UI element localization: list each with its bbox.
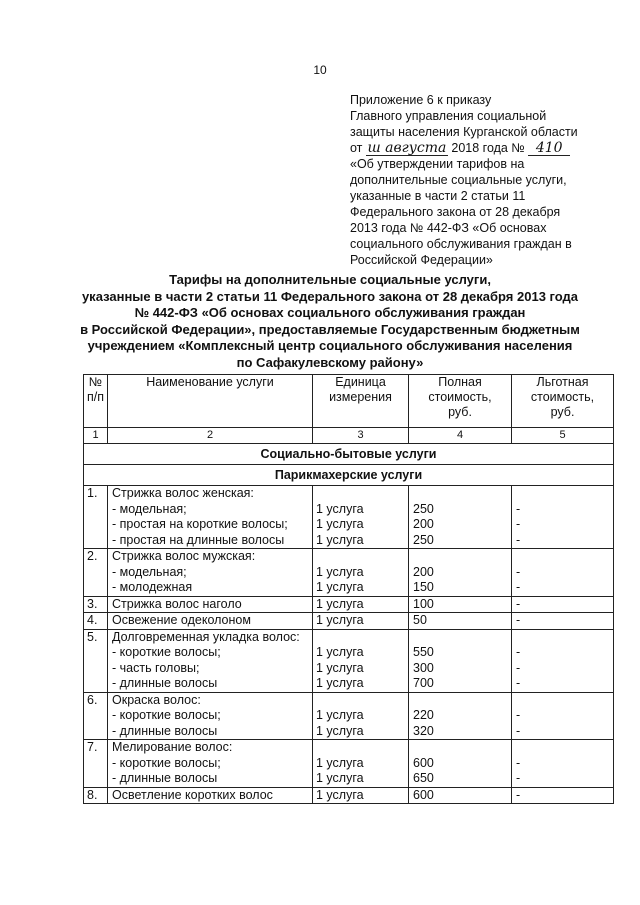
section-row	[84, 444, 614, 465]
discount-price-cell-line: -	[516, 723, 521, 738]
appendix-block	[350, 92, 615, 268]
unit-cell-line: 1 услуга	[316, 787, 364, 802]
full-price-cell	[409, 549, 512, 597]
service-name-line: - короткие волосы;	[112, 708, 221, 722]
subsection-row	[84, 465, 614, 486]
appendix-date-line	[350, 140, 615, 156]
service-name-line: - модельная;	[112, 501, 187, 516]
discount-price-cell-line: -	[516, 596, 521, 611]
service-name	[108, 692, 313, 740]
full-price-cell-line: 220	[413, 708, 434, 722]
unit-cell	[313, 596, 409, 613]
full-price-cell-line: 150	[413, 580, 434, 594]
service-name-line: Мелирование волос:	[112, 740, 233, 754]
unit-cell	[313, 613, 409, 630]
handwritten-date: ш августа	[367, 140, 447, 156]
full-price-cell	[409, 486, 512, 549]
title-line: по Сафакулевскому району»	[236, 354, 424, 370]
page-number: 10	[313, 63, 327, 77]
full-price-cell	[409, 740, 512, 788]
year-label: 2018 года №	[451, 141, 525, 155]
service-name-line: Осветление коротких волос	[112, 787, 273, 802]
table-row	[84, 629, 614, 692]
row-number: 3.	[84, 596, 108, 613]
full-price-cell-line	[413, 740, 511, 756]
full-price-cell	[409, 596, 512, 613]
unit-cell-line: 1 услуга	[316, 708, 364, 722]
unit-cell	[313, 787, 409, 804]
row-number: 6.	[84, 692, 108, 740]
full-price-cell-line: 600	[413, 755, 434, 770]
full-price-cell-line	[413, 693, 511, 709]
unit-cell-line: 1 услуга	[316, 501, 364, 516]
discount-price-cell-line: -	[516, 708, 521, 722]
discount-price-cell	[512, 549, 614, 597]
row-number: 2.	[84, 549, 108, 597]
col-number: 1	[84, 428, 108, 444]
discount-price-cell-line: -	[516, 676, 521, 690]
section-title: Социально-бытовые услуги	[84, 444, 614, 465]
unit-cell-line: 1 услуга	[316, 660, 364, 675]
unit-cell-line	[316, 486, 408, 502]
row-number: 7.	[84, 740, 108, 788]
full-price-cell-line: 700	[413, 676, 434, 690]
appendix-line: Главного управления социальной	[350, 109, 547, 123]
appendix-line: Федерального закона от 28 декабря	[350, 205, 561, 219]
discount-price-cell	[512, 613, 614, 630]
header-no: № п/п	[84, 375, 108, 428]
unit-cell-line: 1 услуга	[316, 676, 364, 690]
full-price-cell-line: 100	[413, 596, 434, 611]
title-line: учреждением «Комплексный центр социального обслуживания населения	[87, 338, 573, 354]
unit-cell-line: 1 услуга	[316, 771, 364, 785]
service-name-line: Стрижка волос мужская:	[112, 549, 256, 563]
discount-price-cell-line	[516, 630, 613, 646]
table-row	[84, 787, 614, 804]
appendix-line: дополнительные социальные услуги,	[350, 173, 567, 187]
row-number: 4.	[84, 613, 108, 630]
service-name-line: - простая на короткие волосы;	[112, 517, 288, 531]
discount-price-cell	[512, 740, 614, 788]
column-number-row	[84, 428, 614, 444]
full-price-cell-line: 550	[413, 645, 434, 659]
service-name-line: - простая на длинные волосы	[112, 532, 285, 547]
appendix-line: Российской Федерации»	[350, 253, 493, 267]
unit-cell	[313, 629, 409, 692]
discount-price-cell-line: -	[516, 501, 521, 516]
col-number: 2	[108, 428, 313, 444]
discount-price-cell	[512, 692, 614, 740]
discount-price-cell-line: -	[516, 532, 521, 547]
service-name	[108, 629, 313, 692]
full-price-cell-line: 50	[413, 613, 427, 627]
appendix-line: 2013 года № 442-ФЗ «Об основах	[350, 221, 547, 235]
discount-price-cell-line: -	[516, 613, 521, 627]
table-row	[84, 692, 614, 740]
full-price-cell	[409, 692, 512, 740]
discount-price-cell-line: -	[516, 645, 521, 659]
unit-cell-line: 1 услуга	[316, 564, 364, 579]
appendix-line: «Об утверждении тарифов на	[350, 157, 525, 171]
unit-cell	[313, 692, 409, 740]
full-price-cell	[409, 787, 512, 804]
unit-cell-line: 1 услуга	[316, 755, 364, 770]
unit-cell	[313, 549, 409, 597]
discount-price-cell-line: -	[516, 660, 521, 675]
unit-cell-line: 1 услуга	[316, 723, 364, 738]
row-number: 5.	[84, 629, 108, 692]
unit-cell-line: 1 услуга	[316, 596, 364, 611]
title-line: № 442-ФЗ «Об основах социального обслуживания граждан	[134, 305, 526, 321]
header-name: Наименование услуги	[108, 375, 313, 428]
appendix-line: социального обслуживания граждан в	[350, 237, 572, 251]
full-price-cell-line: 600	[413, 787, 434, 802]
service-name-line: - молодежная	[112, 580, 193, 594]
document-title	[60, 272, 600, 372]
service-name-line: Окраска волос:	[112, 692, 201, 707]
table-row	[84, 613, 614, 630]
unit-cell-line: 1 услуга	[316, 517, 364, 531]
header-row	[84, 375, 614, 428]
unit-cell-line: 1 услуга	[316, 580, 364, 594]
unit-cell	[313, 486, 409, 549]
service-name-line: Освежение одеколоном	[112, 613, 251, 627]
full-price-cell-line: 200	[413, 564, 434, 579]
full-price-cell-line: 250	[413, 501, 434, 516]
service-name-line: - длинные волосы	[112, 676, 218, 690]
discount-price-cell-line: -	[516, 755, 521, 770]
discount-price-cell	[512, 787, 614, 804]
service-name-line: - короткие волосы;	[112, 755, 221, 770]
discount-price-cell-line: -	[516, 517, 521, 531]
service-name-line: Стрижка волос наголо	[112, 596, 242, 611]
col-number: 3	[313, 428, 409, 444]
full-price-cell-line: 200	[413, 517, 434, 531]
appendix-line: защиты населения Курганской области	[350, 125, 578, 139]
full-price-cell	[409, 613, 512, 630]
from-label: от	[350, 141, 363, 155]
service-name	[108, 549, 313, 597]
table-row	[84, 740, 614, 788]
full-price-cell-line: 320	[413, 723, 434, 738]
discount-price-cell-line	[516, 740, 613, 756]
service-name	[108, 486, 313, 549]
unit-cell-line: 1 услуга	[316, 613, 364, 627]
appendix-line: указанные в части 2 статьи 11	[350, 189, 526, 203]
table-row	[84, 596, 614, 613]
unit-cell-line	[316, 630, 408, 646]
appendix-line: Приложение 6 к приказу	[350, 93, 492, 107]
title-line: указанные в части 2 статьи 11 Федерального закона от 28 декабря 2013 года	[81, 288, 579, 304]
discount-price-cell-line	[516, 486, 613, 502]
discount-price-cell-line	[516, 693, 613, 709]
full-price-cell-line	[413, 630, 511, 646]
discount-price-cell-line: -	[516, 771, 521, 785]
service-name-line: - модельная;	[112, 564, 187, 579]
table-row	[84, 486, 614, 549]
unit-cell-line: 1 услуга	[316, 645, 364, 659]
full-price-cell	[409, 629, 512, 692]
header-full-price: Полная стоимость, руб.	[409, 375, 512, 428]
discount-price-cell	[512, 486, 614, 549]
unit-cell-line	[316, 740, 408, 756]
subsection-title: Парикмахерские услуги	[84, 465, 614, 486]
discount-price-cell-line: -	[516, 787, 521, 802]
row-number: 1.	[84, 486, 108, 549]
full-price-cell-line	[413, 549, 511, 565]
full-price-cell-line: 250	[413, 532, 434, 547]
service-name	[108, 740, 313, 788]
unit-cell-line: 1 услуга	[316, 532, 364, 547]
col-number: 4	[409, 428, 512, 444]
handwritten-number: 410	[528, 142, 570, 156]
col-number: 5	[512, 428, 614, 444]
service-name	[108, 787, 313, 804]
table-row	[84, 549, 614, 597]
service-name-line: - часть головы;	[112, 660, 200, 675]
discount-price-cell-line: -	[516, 580, 521, 594]
service-name-line: Долговременная укладка волос:	[112, 629, 300, 644]
service-name-line: Стрижка волос женская:	[112, 486, 254, 500]
row-number: 8.	[84, 787, 108, 804]
title-line: Тарифы на дополнительные социальные услуги,	[169, 272, 491, 287]
unit-cell-line	[316, 693, 408, 709]
header-discount-price: Льготная стоимость, руб.	[512, 375, 614, 428]
service-name-line: - длинные волосы	[112, 723, 218, 738]
unit-cell-line	[316, 549, 408, 565]
service-name	[108, 613, 313, 630]
discount-price-cell-line	[516, 549, 613, 565]
service-name-line: - короткие волосы;	[112, 645, 221, 659]
service-name-line: - длинные волосы	[112, 771, 218, 785]
discount-price-cell	[512, 596, 614, 613]
service-name	[108, 596, 313, 613]
tariffs-table	[83, 374, 614, 804]
full-price-cell-line: 300	[413, 660, 434, 675]
unit-cell	[313, 740, 409, 788]
title-line: в Российской Федерации», предоставляемые Государственным бюджетным	[80, 321, 580, 337]
full-price-cell-line: 650	[413, 771, 434, 785]
full-price-cell-line	[413, 486, 511, 502]
header-unit: Единица измерения	[313, 375, 409, 428]
discount-price-cell	[512, 629, 614, 692]
discount-price-cell-line: -	[516, 564, 521, 579]
